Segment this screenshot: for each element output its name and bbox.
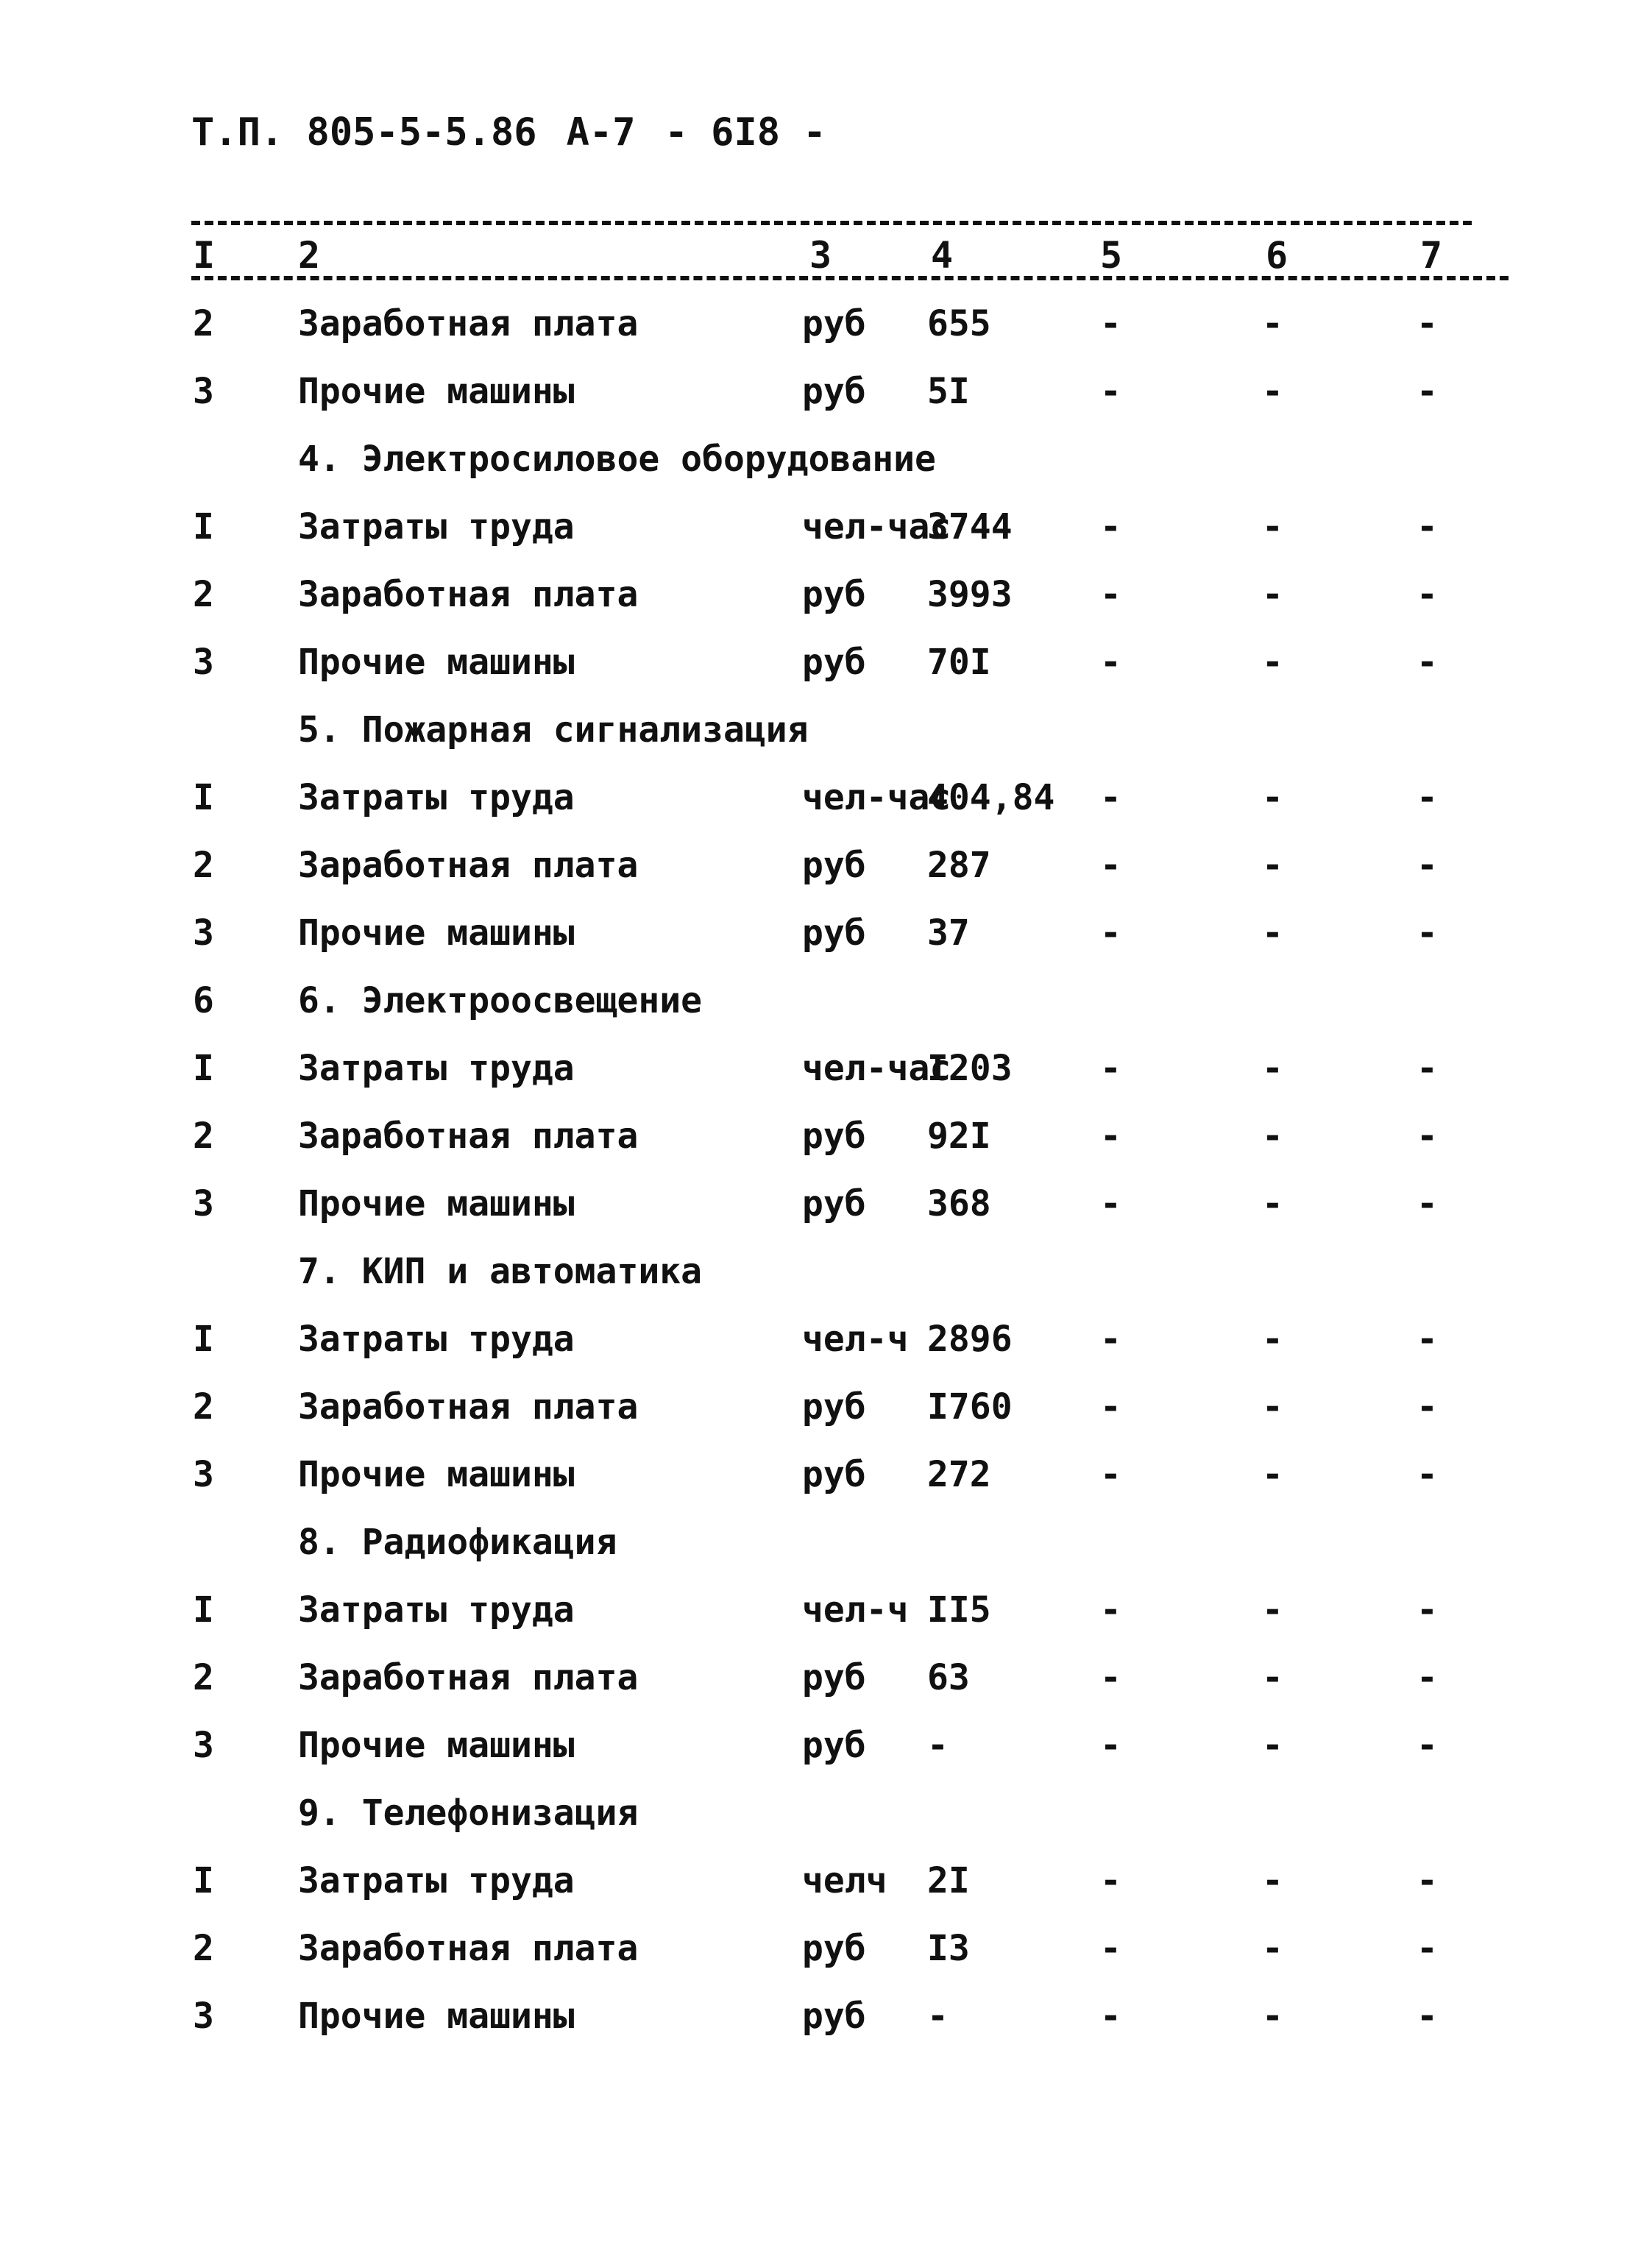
column-6-value: -: [1262, 1589, 1283, 1631]
column-7-value: -: [1417, 506, 1438, 547]
section-heading-row: [0, 1784, 1652, 1851]
column-7-value: -: [1417, 1183, 1438, 1224]
header-divider-top: [191, 221, 1472, 225]
cost-item-name: Прочие машины: [298, 642, 575, 683]
column-7-value: -: [1417, 1116, 1438, 1157]
quantity-value: I760: [927, 1386, 1013, 1428]
quantity-value: -: [927, 1996, 949, 2037]
unit-of-measure: руб: [802, 574, 866, 615]
column-6-value: -: [1262, 1319, 1283, 1360]
table-row: [0, 1919, 1652, 1987]
quantity-value: 404,84: [927, 777, 1055, 818]
column-number-4: 4: [931, 234, 954, 277]
unit-of-measure: руб: [802, 642, 866, 683]
table-row: [0, 1174, 1652, 1242]
column-5-value: -: [1100, 574, 1121, 615]
table-row: [0, 1851, 1652, 1919]
table-row: [0, 633, 1652, 701]
column-7-value: -: [1417, 371, 1438, 412]
quantity-value: I203: [927, 1048, 1013, 1089]
column-6-value: -: [1262, 1860, 1283, 1901]
column-5-value: -: [1100, 371, 1121, 412]
column-6-value: -: [1262, 642, 1283, 683]
column-5-value: -: [1100, 506, 1121, 547]
quantity-value: 70I: [927, 642, 991, 683]
column-6-value: -: [1262, 371, 1283, 412]
column-6-value: -: [1262, 1386, 1283, 1428]
cost-item-name: Затраты труда: [298, 1319, 575, 1360]
cost-item-name: Затраты труда: [298, 1048, 575, 1089]
unit-of-measure: чел-час: [802, 1048, 951, 1089]
row-number: 2: [193, 845, 214, 886]
column-6-value: -: [1262, 1048, 1283, 1089]
unit-of-measure: руб: [802, 1657, 866, 1698]
cost-item-name: Заработная плата: [298, 1928, 639, 1969]
table-row: [0, 1107, 1652, 1174]
unit-of-measure: руб: [802, 845, 866, 886]
row-number: 3: [193, 1454, 214, 1495]
row-number: 2: [193, 1116, 214, 1157]
cost-item-name: Прочие машины: [298, 1725, 575, 1766]
column-6-value: -: [1262, 1928, 1283, 1969]
column-7-value: -: [1417, 1860, 1438, 1901]
quantity-value: 3744: [927, 506, 1013, 547]
row-number: I: [193, 777, 214, 818]
column-6-value: -: [1262, 845, 1283, 886]
row-number: 2: [193, 1928, 214, 1969]
column-6-value: -: [1262, 1657, 1283, 1698]
section-heading-row: [0, 971, 1652, 1039]
row-number: I: [193, 506, 214, 547]
cost-item-name: Прочие машины: [298, 1454, 575, 1495]
row-number: I: [193, 1860, 214, 1901]
column-5-value: -: [1100, 1725, 1121, 1766]
column-7-value: -: [1417, 1454, 1438, 1495]
cost-item-name: Заработная плата: [298, 1116, 639, 1157]
column-5-value: -: [1100, 777, 1121, 818]
table-row: [0, 904, 1652, 971]
cost-item-name: Затраты труда: [298, 1860, 575, 1901]
column-7-value: -: [1417, 642, 1438, 683]
cost-item-name: Заработная плата: [298, 1657, 639, 1698]
quantity-value: 92I: [927, 1116, 991, 1157]
quantity-value: 272: [927, 1454, 991, 1495]
column-6-value: -: [1262, 574, 1283, 615]
column-7-value: -: [1417, 1048, 1438, 1089]
unit-of-measure: чел-ч: [802, 1589, 909, 1631]
table-row: [0, 1039, 1652, 1107]
cost-item-name: Затраты труда: [298, 1589, 575, 1631]
unit-of-measure: руб: [802, 912, 866, 954]
column-6-value: -: [1262, 303, 1283, 344]
column-7-value: -: [1417, 574, 1438, 615]
cost-item-name: Затраты труда: [298, 506, 575, 547]
row-number: 3: [193, 642, 214, 683]
column-5-value: -: [1100, 1454, 1121, 1495]
table-row: [0, 768, 1652, 836]
column-5-value: -: [1100, 1928, 1121, 1969]
header-divider-bottom: [191, 276, 1509, 280]
quantity-value: 5I: [927, 371, 970, 412]
column-5-value: -: [1100, 1319, 1121, 1360]
section-title: 6. Электроосвещение: [298, 980, 703, 1021]
column-number-2: 2: [298, 234, 321, 277]
column-7-value: -: [1417, 777, 1438, 818]
column-6-value: -: [1262, 1183, 1283, 1224]
section-title: 5. Пожарная сигнализация: [298, 709, 809, 751]
row-number: 2: [193, 303, 214, 344]
table-row: [0, 497, 1652, 565]
column-6-value: -: [1262, 777, 1283, 818]
unit-of-measure: чел-час: [802, 506, 951, 547]
unit-of-measure: руб: [802, 1996, 866, 2037]
row-number: 3: [193, 371, 214, 412]
row-number: 3: [193, 1183, 214, 1224]
row-number: 3: [193, 912, 214, 954]
column-5-value: -: [1100, 1183, 1121, 1224]
quantity-value: 287: [927, 845, 991, 886]
row-number: 2: [193, 574, 214, 615]
row-number: 2: [193, 1657, 214, 1698]
cost-item-name: Прочие машины: [298, 371, 575, 412]
column-number-row: [0, 234, 1652, 278]
section-title: 4. Электросиловое оборудование: [298, 439, 936, 480]
column-6-value: -: [1262, 1454, 1283, 1495]
column-6-value: -: [1262, 912, 1283, 954]
cost-item-name: Прочие машины: [298, 912, 575, 954]
unit-of-measure: руб: [802, 1183, 866, 1224]
quantity-value: 3993: [927, 574, 1013, 615]
cost-item-name: Заработная плата: [298, 845, 639, 886]
quantity-value: 2896: [927, 1319, 1013, 1360]
section-heading-row: [0, 1242, 1652, 1310]
column-5-value: -: [1100, 1048, 1121, 1089]
section-heading-row: [0, 430, 1652, 497]
column-7-value: -: [1417, 1589, 1438, 1631]
section-title: 9. Телефонизация: [298, 1792, 639, 1834]
quantity-value: 37: [927, 912, 970, 954]
column-5-value: -: [1100, 1116, 1121, 1157]
page-number: - 6I8 -: [664, 110, 826, 155]
unit-of-measure: челч: [802, 1860, 887, 1901]
table-row: [0, 1648, 1652, 1716]
column-5-value: -: [1100, 845, 1121, 886]
page-header: [191, 110, 856, 155]
quantity-value: 368: [927, 1183, 991, 1224]
column-7-value: -: [1417, 1319, 1438, 1360]
row-number: 6: [193, 980, 214, 1021]
cost-item-name: Прочие машины: [298, 1183, 575, 1224]
quantity-value: -: [927, 1725, 949, 1766]
cost-item-name: Заработная плата: [298, 303, 639, 344]
row-number: I: [193, 1048, 214, 1089]
column-6-value: -: [1262, 1996, 1283, 2037]
column-7-value: -: [1417, 1725, 1438, 1766]
quantity-value: I3: [927, 1928, 970, 1969]
column-number-7: 7: [1420, 234, 1443, 277]
unit-of-measure: руб: [802, 1454, 866, 1495]
table-row: [0, 294, 1652, 362]
row-number: 2: [193, 1386, 214, 1428]
section-title: 7. КИП и автоматика: [298, 1251, 703, 1292]
table-row: [0, 836, 1652, 904]
column-number-1: I: [193, 234, 216, 277]
quantity-value: 655: [927, 303, 991, 344]
column-6-value: -: [1262, 1116, 1283, 1157]
column-number-3: 3: [809, 234, 832, 277]
column-5-value: -: [1100, 642, 1121, 683]
section-heading-row: [0, 1513, 1652, 1581]
column-5-value: -: [1100, 1386, 1121, 1428]
unit-of-measure: руб: [802, 1928, 866, 1969]
quantity-value: II5: [927, 1589, 991, 1631]
column-5-value: -: [1100, 1589, 1121, 1631]
unit-of-measure: руб: [802, 303, 866, 344]
cost-item-name: Затраты труда: [298, 777, 575, 818]
cost-item-name: Заработная плата: [298, 1386, 639, 1428]
table-row: [0, 1581, 1652, 1648]
table-row: [0, 1377, 1652, 1445]
column-number-6: 6: [1266, 234, 1288, 277]
table-row: [0, 1445, 1652, 1513]
row-number: I: [193, 1319, 214, 1360]
unit-of-measure: руб: [802, 1386, 866, 1428]
table-row: [0, 565, 1652, 633]
unit-of-measure: руб: [802, 371, 866, 412]
row-number: 3: [193, 1996, 214, 2037]
column-5-value: -: [1100, 912, 1121, 954]
column-7-value: -: [1417, 1386, 1438, 1428]
column-number-5: 5: [1100, 234, 1123, 277]
table-row: [0, 1310, 1652, 1377]
column-7-value: -: [1417, 912, 1438, 954]
document-code: Т.П. 805-5-5.86: [191, 110, 537, 155]
album-label: А-7: [566, 110, 636, 155]
unit-of-measure: чел-ч: [802, 1319, 909, 1360]
column-7-value: -: [1417, 1657, 1438, 1698]
column-7-value: -: [1417, 1928, 1438, 1969]
column-7-value: -: [1417, 845, 1438, 886]
unit-of-measure: руб: [802, 1116, 866, 1157]
column-6-value: -: [1262, 1725, 1283, 1766]
column-5-value: -: [1100, 1860, 1121, 1901]
column-7-value: -: [1417, 1996, 1438, 2037]
section-title: 8. Радиофикация: [298, 1522, 617, 1563]
row-number: I: [193, 1589, 214, 1631]
unit-of-measure: чел-час: [802, 777, 951, 818]
cost-item-name: Прочие машины: [298, 1996, 575, 2037]
column-5-value: -: [1100, 1657, 1121, 1698]
table-row: [0, 1716, 1652, 1784]
column-5-value: -: [1100, 1996, 1121, 2037]
column-6-value: -: [1262, 506, 1283, 547]
row-number: 3: [193, 1725, 214, 1766]
unit-of-measure: руб: [802, 1725, 866, 1766]
cost-item-name: Заработная плата: [298, 574, 639, 615]
column-7-value: -: [1417, 303, 1438, 344]
column-5-value: -: [1100, 303, 1121, 344]
table-row: [0, 362, 1652, 430]
quantity-value: 63: [927, 1657, 970, 1698]
section-heading-row: [0, 701, 1652, 768]
table-row: [0, 1987, 1652, 2054]
quantity-value: 2I: [927, 1860, 970, 1901]
